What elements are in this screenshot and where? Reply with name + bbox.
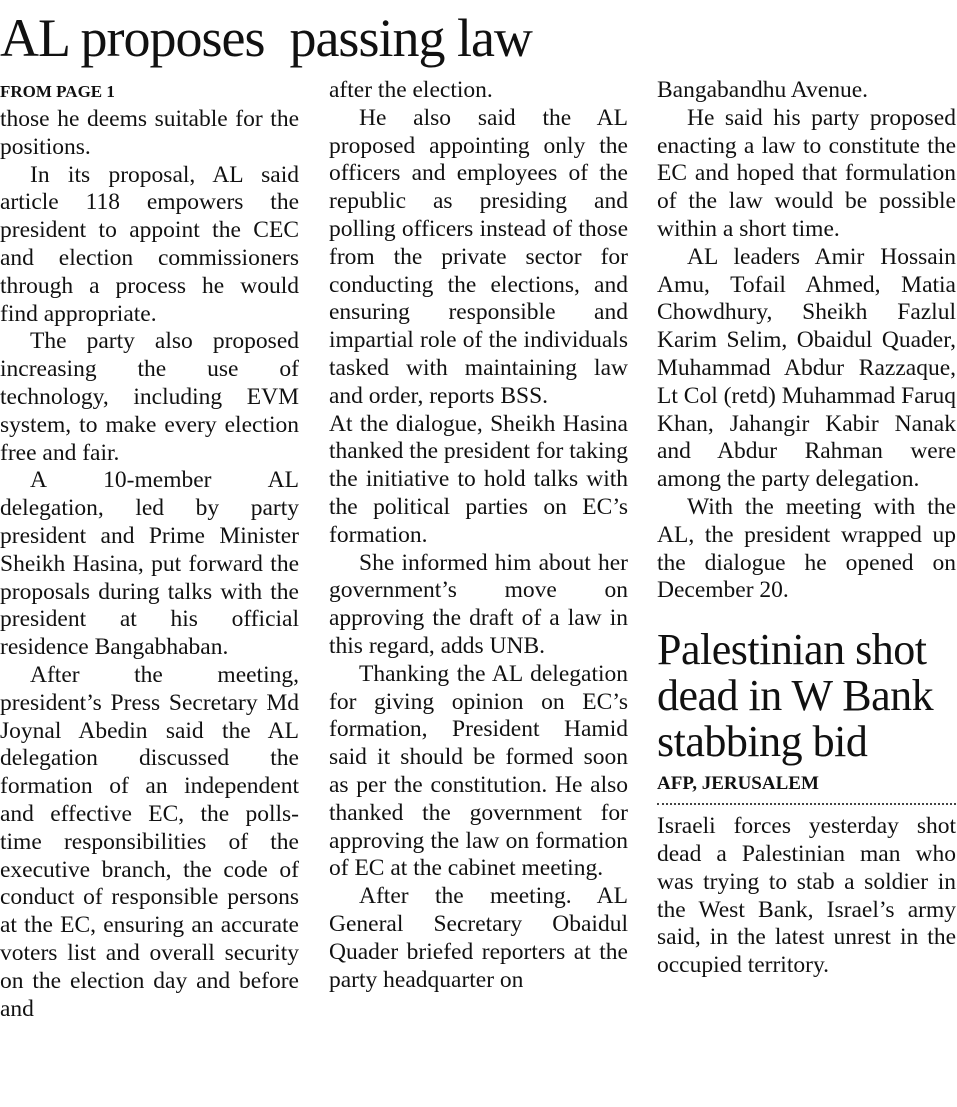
paragraph: after the election. <box>329 77 493 103</box>
paragraph: The party also proposed increasing the use of technology, including EVM system, to make every election free and fair. <box>0 328 299 466</box>
article-column-1 <box>0 77 299 1023</box>
paragraph: Israeli forces yesterday shot dead a Palestinian man who was trying to stab a soldier in the West Bank, Israel’s army said, in the latest unrest in the occupied territory. <box>657 813 956 979</box>
paragraph: A 10-member AL delegation, led by party president and Prime Minister Sheikh Hasina, put forward the proposals during talks with the president at his official residence Bangabhaban. <box>0 467 299 661</box>
article-column-3 <box>657 77 956 980</box>
paragraph: After the meeting. AL General Secretary Obaidul Quader briefed reporters at the party headquarter on <box>329 883 628 993</box>
dateline: FROM PAGE 1 <box>0 82 115 101</box>
paragraph: He also said the AL proposed appointing only the officers and employees of the republic as presiding and polling officers instead of those from the private sector for conducting the elections, and ensuring responsible and impartial role of the individuals tasked with maintaining law and order, reports BSS. <box>329 104 628 409</box>
paragraph: At the dialogue, Sheikh Hasina thanked the president for taking the initiative to hold talks with the political parties on EC’s formation. <box>329 410 628 548</box>
story-headline: Palestinian shot dead in W Bank stabbing bid <box>657 625 934 767</box>
paragraph: Thanking the AL delegation for giving opinion on EC’s formation, President Hamid said it should be formed soon as per the constitution. He also thanked the government for approving the law on formation of EC at the cabinet meeting. <box>329 660 628 882</box>
paragraph: He said his party proposed enacting a law to constitute the EC and hoped that formulation of the law would be possible within a short time. <box>657 104 956 242</box>
paragraph: After the meeting, president’s Press Secretary Md Joynal Abedin said the AL delegation discussed the formation of an independent and effective EC, the polls-time responsibilities of the executive branch, the code of conduct of responsible persons at the EC, ensuring an accurate voters list and overall security on the election day and before and <box>0 661 299 1022</box>
byline: AFP, JERUSALEM <box>657 773 819 795</box>
paragraph: In its proposal, AL said article 118 empowers the president to appoint the CEC and election commissioners through a process he would find appropriate. <box>0 161 299 327</box>
headline: AL proposes passing law <box>0 8 532 68</box>
paragraph: those he deems suitable for the positions. <box>0 106 299 160</box>
divider <box>657 803 956 805</box>
paragraph: With the meeting with the AL, the president wrapped up the dialogue he opened on December 20. <box>657 493 956 604</box>
paragraph: AL leaders Amir Hossain Amu, Tofail Ahmed, Matia Chowdhury, Sheikh Fazlul Karim Selim, Obaidul Quader, Muhammad Abdur Razzaque, Lt Col (retd) Muhammad Faruq Khan, Jahangir Kabir Nanak and Abdur Rahman were among the party delegation. <box>657 243 956 493</box>
paragraph: She informed him about her government’s move on approving the draft of a law in this regard, adds UNB. <box>329 549 628 659</box>
paragraph: Bangabandhu Avenue. <box>657 77 869 103</box>
article-column-2 <box>329 77 628 994</box>
